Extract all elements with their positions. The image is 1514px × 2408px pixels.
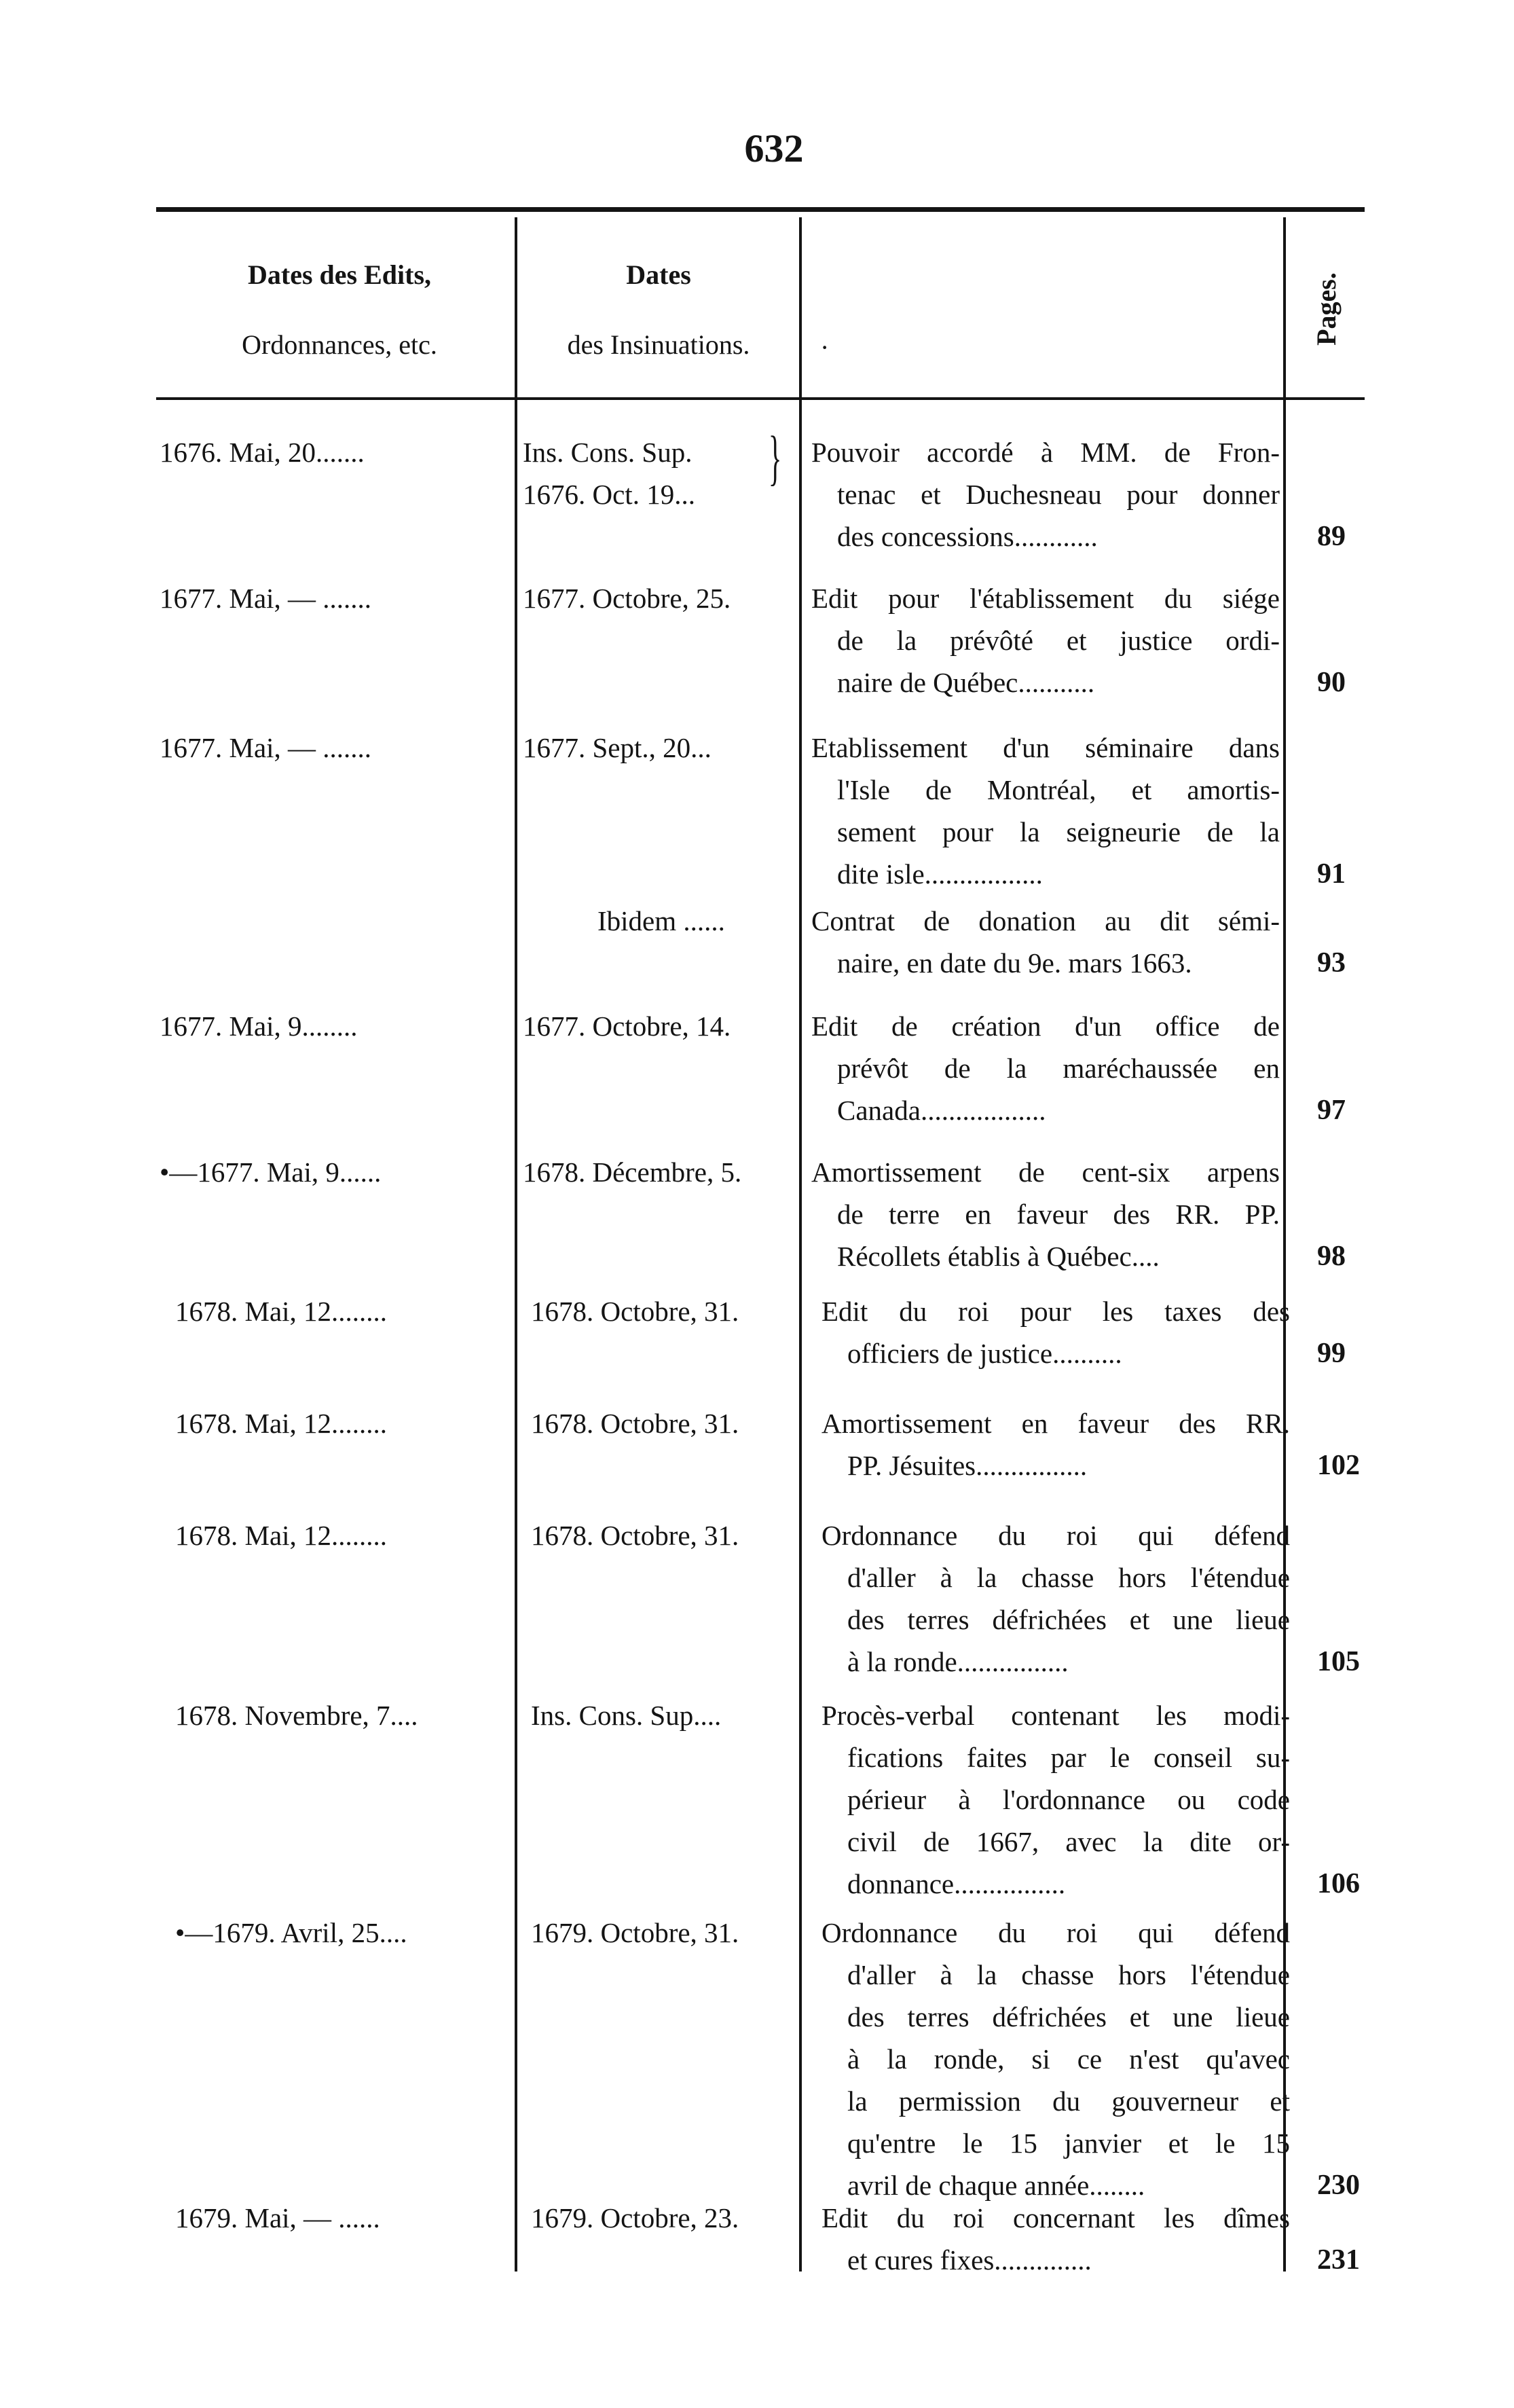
description-line: Ordonnance du roi qui défend xyxy=(821,1520,1290,1551)
description-line: de la prévôté et justice ordi- xyxy=(837,625,1280,656)
column-divider-2 xyxy=(799,217,802,2272)
page-reference: 231 xyxy=(1317,2244,1360,2276)
entry-description xyxy=(821,1290,1290,1374)
header-col1-line2: Ordonnances, etc. xyxy=(242,329,437,360)
edict-date: 1677. Mai, 9........ xyxy=(160,1010,358,1042)
edict-date: •—1679. Avril, 25.... xyxy=(175,1917,407,1948)
edict-date: 1676. Mai, 20....... xyxy=(160,437,365,468)
description-line: naire, en date du 9e. mars 1663. xyxy=(837,947,1192,979)
description-line: Pouvoir accordé à MM. de Fron- xyxy=(811,437,1280,468)
insinuation-date: 1679. Octobre, 31. xyxy=(531,1917,739,1948)
description-line: des terres défrichées et une lieue xyxy=(847,2001,1290,2032)
description-line: prévôt de la maréchaussée en xyxy=(837,1053,1280,1084)
edict-date: 1678. Mai, 12........ xyxy=(175,1520,388,1551)
entry-description xyxy=(811,577,1280,704)
insinuation-date: 1677. Octobre, 14. xyxy=(523,1010,731,1042)
page-reference: 105 xyxy=(1317,1646,1360,1677)
page-number: 632 xyxy=(744,126,804,170)
entry-description xyxy=(821,1402,1290,1486)
description-line: Ordonnance du roi qui défend xyxy=(821,1917,1290,1948)
description-line: Amortissement de cent-six arpens xyxy=(811,1156,1280,1188)
description-line: civil de 1667, avec la dite or- xyxy=(847,1826,1290,1857)
top-rule xyxy=(156,207,1365,212)
page-reference: 98 xyxy=(1317,1241,1346,1272)
page-reference: 99 xyxy=(1317,1338,1346,1369)
edict-date: 1678. Novembre, 7.... xyxy=(175,1700,418,1731)
page-reference: 89 xyxy=(1317,521,1346,552)
description-line: la permission du gouverneur et xyxy=(847,2085,1290,2117)
edict-date: 1679. Mai, — ...... xyxy=(175,2202,380,2233)
entry-description xyxy=(821,1514,1290,1683)
page-reference: 102 xyxy=(1317,1450,1360,1481)
page-reference: 90 xyxy=(1317,667,1346,698)
column-divider-1 xyxy=(515,217,517,2272)
description-line: officiers de justice.......... xyxy=(847,1338,1122,1369)
entry-description xyxy=(821,1694,1290,1905)
page-reference: 91 xyxy=(1317,858,1346,890)
description-line: Edit pour l'établissement du siége xyxy=(811,583,1280,614)
description-line: d'aller à la chasse hors l'étendue xyxy=(847,1562,1290,1593)
header-col2-line2: des Insinuations. xyxy=(567,329,750,360)
description-line: Procès-verbal contenant les modi- xyxy=(821,1700,1290,1731)
description-line: PP. Jésuites................ xyxy=(847,1450,1088,1481)
header-col2-line1: Dates xyxy=(626,259,691,290)
entry-description xyxy=(821,2197,1290,2281)
insinuation-date: Ibidem ...... xyxy=(597,905,725,936)
insinuation-date: 1678. Octobre, 31. xyxy=(531,1408,739,1439)
description-line: des concessions............ xyxy=(837,521,1098,552)
edict-date: •—1677. Mai, 9...... xyxy=(160,1156,382,1188)
insinuation-date: 1677. Octobre, 25. xyxy=(523,583,731,614)
insinuation-date: Ins. Cons. Sup.... xyxy=(531,1700,722,1731)
description-line: périeur à l'ordonnance ou code xyxy=(847,1784,1290,1815)
description-line: de terre en faveur des RR. PP. xyxy=(837,1199,1280,1230)
description-line: Canada.................. xyxy=(837,1095,1046,1126)
page-reference: 97 xyxy=(1317,1095,1346,1126)
edict-date: 1677. Mai, — ....... xyxy=(160,583,372,614)
page-reference: 106 xyxy=(1317,1868,1360,1899)
edict-date: 1678. Mai, 12........ xyxy=(175,1296,388,1327)
description-line: l'Isle de Montréal, et amortis- xyxy=(837,774,1280,805)
entry-description xyxy=(811,1151,1280,1277)
description-line: et cures fixes.............. xyxy=(847,2244,1092,2276)
description-line: naire de Québec........... xyxy=(837,667,1095,698)
insinuation-date: 1678. Décembre, 5. xyxy=(523,1156,742,1188)
insinuation-date: Ins. Cons. Sup. xyxy=(523,437,693,468)
description-line: Contrat de donation au dit sémi- xyxy=(811,905,1280,936)
description-line: à la ronde................ xyxy=(847,1646,1069,1677)
description-line: donnance................ xyxy=(847,1868,1066,1899)
header-col3-mark: · xyxy=(820,332,830,363)
description-line: Edit de création d'un office de xyxy=(811,1010,1280,1042)
entry-description xyxy=(811,431,1280,558)
entry-description xyxy=(821,1912,1290,2206)
description-line: Récollets établis à Québec.... xyxy=(837,1241,1160,1272)
brace-mark: } xyxy=(768,424,782,492)
header-col1-line1: Dates des Edits, xyxy=(247,259,432,290)
insinuation-date: 1678. Octobre, 31. xyxy=(531,1520,739,1551)
header-rule xyxy=(156,397,1365,400)
description-line: qu'entre le 15 janvier et le 15 xyxy=(847,2128,1290,2159)
page-reference: 93 xyxy=(1317,947,1346,979)
insinuation-date: 1678. Octobre, 31. xyxy=(531,1296,739,1327)
header-pages: Pages. xyxy=(1311,272,1342,346)
insinuation-date: 1677. Sept., 20... xyxy=(523,732,712,763)
page-reference: 230 xyxy=(1317,2170,1360,2201)
insinuation-date: 1679. Octobre, 23. xyxy=(531,2202,739,2233)
entry-description xyxy=(811,1005,1280,1131)
description-line: Edit du roi concernant les dîmes xyxy=(821,2202,1290,2233)
description-line: Edit du roi pour les taxes des xyxy=(821,1296,1290,1327)
description-line: fications faites par le conseil su- xyxy=(847,1742,1290,1773)
description-line: tenac et Duchesneau pour donner xyxy=(837,479,1280,510)
description-line: d'aller à la chasse hors l'étendue xyxy=(847,1959,1290,1990)
entry-description xyxy=(811,900,1280,984)
description-line: à la ronde, si ce n'est qu'avec xyxy=(847,2043,1290,2075)
description-line: des terres défrichées et une lieue xyxy=(847,1604,1290,1635)
edict-date: 1678. Mai, 12........ xyxy=(175,1408,388,1439)
description-line: Amortissement en faveur des RR. xyxy=(821,1408,1290,1439)
description-line: avril de chaque année........ xyxy=(847,2170,1145,2201)
edict-date: 1677. Mai, — ....... xyxy=(160,732,372,763)
description-line: sement pour la seigneurie de la xyxy=(837,816,1280,847)
insinuation-date: 1676. Oct. 19... xyxy=(523,479,695,510)
description-line: dite isle................. xyxy=(837,858,1043,890)
description-line: Etablissement d'un séminaire dans xyxy=(811,732,1280,763)
entry-description xyxy=(811,727,1280,895)
